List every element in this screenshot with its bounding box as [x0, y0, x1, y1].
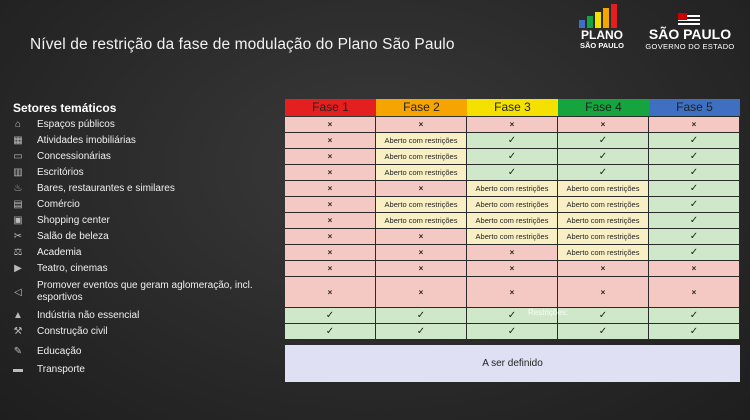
megaphone-icon: ◁ — [14, 287, 22, 298]
closed-cell — [285, 149, 376, 165]
sector-name: Teatro, cinemas — [37, 263, 108, 274]
restricted-cell: Aberto com restrições — [467, 229, 558, 245]
sector-name: Academia — [37, 247, 82, 258]
sp-logo-sub: GOVERNO DO ESTADO — [645, 42, 735, 51]
real-estate-icon: ▦ — [13, 135, 23, 146]
restricted-cell: Aberto com restrições — [467, 213, 558, 229]
closed-cell — [649, 117, 740, 133]
table-row — [285, 324, 740, 340]
check-icon: ✓ — [416, 310, 426, 321]
gym-icon: ⚖ — [13, 247, 23, 258]
overlay-text: Restrições: — [528, 308, 569, 317]
check-icon: ✓ — [598, 135, 608, 146]
open-cell — [558, 324, 649, 340]
cross-icon: × — [327, 120, 333, 129]
closed-cell — [285, 261, 376, 277]
closed-cell — [285, 117, 376, 133]
open-cell — [376, 324, 467, 340]
phase-header-4: Fase 4 — [558, 99, 649, 116]
closed-cell — [285, 245, 376, 261]
table-row — [285, 133, 740, 149]
cross-icon: × — [418, 232, 424, 241]
check-icon: ✓ — [507, 326, 517, 337]
cross-icon: × — [418, 120, 424, 129]
sp-flag-icon — [678, 13, 700, 26]
cross-icon: × — [691, 288, 697, 297]
public-space-icon: ⌂ — [14, 119, 22, 130]
office-icon: ▥ — [13, 167, 23, 178]
construction-icon: ⚒ — [13, 326, 23, 337]
cross-icon: × — [327, 216, 333, 225]
check-icon: ✓ — [598, 167, 608, 178]
closed-cell — [467, 117, 558, 133]
open-cell — [558, 165, 649, 181]
sector-name: Transporte — [37, 364, 85, 375]
cross-icon: × — [418, 288, 424, 297]
open-cell — [558, 133, 649, 149]
check-icon: ✓ — [598, 310, 608, 321]
cross-icon: × — [327, 200, 333, 209]
check-icon: ✓ — [689, 135, 699, 146]
open-cell — [649, 245, 740, 261]
phase-header-1: Fase 1 — [285, 99, 376, 116]
sector-name: Bares, restaurantes e similares — [37, 183, 175, 194]
cross-icon: × — [418, 184, 424, 193]
beauty-icon: ✂ — [13, 231, 23, 242]
restricted-cell: Aberto com restrições — [467, 197, 558, 213]
cross-icon: × — [327, 288, 333, 297]
table-row — [285, 229, 740, 245]
check-icon: ✓ — [689, 310, 699, 321]
closed-cell — [558, 117, 649, 133]
check-icon: ✓ — [689, 215, 699, 226]
sector-name: Salão de beleza — [37, 231, 109, 242]
check-icon: ✓ — [416, 326, 426, 337]
phase-header-3: Fase 3 — [467, 99, 558, 116]
check-icon: ✓ — [598, 151, 608, 162]
table-row — [285, 261, 740, 277]
commerce-icon: ▤ — [13, 199, 23, 210]
education-icon: ✎ — [13, 346, 23, 357]
closed-cell — [558, 277, 649, 308]
closed-cell — [376, 229, 467, 245]
cross-icon: × — [691, 264, 697, 273]
closed-cell — [649, 277, 740, 308]
restaurant-icon: ♨ — [13, 183, 23, 194]
restricted-cell: Aberto com restrições — [558, 213, 649, 229]
plano-logo-line2: SÃO PAULO — [579, 41, 625, 50]
open-cell — [649, 324, 740, 340]
open-cell — [285, 308, 376, 324]
table-row — [285, 245, 740, 261]
restricted-cell: Aberto com restrições — [376, 165, 467, 181]
restricted-cell: Aberto com restrições — [558, 229, 649, 245]
closed-cell — [376, 261, 467, 277]
cross-icon: × — [600, 264, 606, 273]
open-cell — [558, 308, 649, 324]
closed-cell — [376, 277, 467, 308]
open-cell — [649, 181, 740, 197]
restricted-cell: Aberto com restrições — [376, 197, 467, 213]
cross-icon: × — [509, 264, 515, 273]
sector-name: Construção civil — [37, 326, 108, 337]
sector-name: Concessionárias — [37, 151, 111, 162]
check-icon: ✓ — [689, 326, 699, 337]
restricted-cell: Aberto com restrições — [558, 197, 649, 213]
closed-cell — [285, 181, 376, 197]
closed-cell — [285, 229, 376, 245]
sector-name: Comércio — [37, 199, 80, 210]
undefined-block: A ser definido — [285, 345, 740, 382]
industry-icon: ▲ — [13, 310, 23, 321]
open-cell — [649, 197, 740, 213]
open-cell — [558, 149, 649, 165]
sector-name: Shopping center — [37, 215, 110, 226]
cross-icon: × — [418, 264, 424, 273]
open-cell — [467, 149, 558, 165]
table-row — [285, 308, 740, 324]
check-icon: ✓ — [507, 310, 517, 321]
sector-name: Atividades imobiliárias — [37, 135, 136, 146]
table-row — [285, 277, 740, 308]
cross-icon: × — [327, 264, 333, 273]
table-row — [285, 165, 740, 181]
cross-icon: × — [600, 120, 606, 129]
cross-icon: × — [509, 120, 515, 129]
check-icon: ✓ — [325, 310, 335, 321]
closed-cell — [376, 117, 467, 133]
page-title: Nível de restrição da fase de modulação do Plano São Paulo — [30, 36, 455, 53]
closed-cell — [376, 245, 467, 261]
shopping-icon: ▣ — [13, 215, 23, 226]
sectors-header: Setores temáticos — [13, 101, 117, 115]
check-icon: ✓ — [689, 199, 699, 210]
cross-icon: × — [327, 248, 333, 257]
plano-sp-logo — [575, 4, 629, 52]
open-cell — [467, 133, 558, 149]
restricted-cell: Aberto com restrições — [558, 181, 649, 197]
closed-cell — [467, 277, 558, 308]
restricted-cell: Aberto com restrições — [376, 133, 467, 149]
open-cell — [376, 308, 467, 324]
cross-icon: × — [327, 136, 333, 145]
table-row — [285, 181, 740, 197]
check-icon: ✓ — [507, 151, 517, 162]
sector-name: Escritórios — [37, 167, 84, 178]
cross-icon: × — [327, 184, 333, 193]
cross-icon: × — [327, 232, 333, 241]
closed-cell — [376, 181, 467, 197]
open-cell — [285, 324, 376, 340]
restricted-cell: Aberto com restrições — [558, 245, 649, 261]
open-cell — [649, 149, 740, 165]
open-cell — [649, 165, 740, 181]
closed-cell — [285, 133, 376, 149]
car-icon: ▭ — [13, 151, 23, 162]
restricted-cell: Aberto com restrições — [467, 181, 558, 197]
theater-icon: ▶ — [14, 263, 22, 274]
open-cell — [649, 213, 740, 229]
check-icon: ✓ — [689, 183, 699, 194]
open-cell — [649, 133, 740, 149]
open-cell — [467, 165, 558, 181]
closed-cell — [467, 245, 558, 261]
closed-cell — [285, 197, 376, 213]
check-icon: ✓ — [507, 135, 517, 146]
check-icon: ✓ — [598, 326, 608, 337]
sp-logo-name: SÃO PAULO — [648, 26, 732, 42]
check-icon: ✓ — [689, 231, 699, 242]
sp-government-logo — [640, 14, 740, 54]
open-cell — [649, 308, 740, 324]
open-cell — [467, 324, 558, 340]
closed-cell — [467, 261, 558, 277]
phase-header-2: Fase 2 — [376, 99, 467, 116]
check-icon: ✓ — [689, 151, 699, 162]
sector-name: Indústria não essencial — [37, 310, 140, 321]
table-row — [285, 197, 740, 213]
plano-logo-line1: PLANO — [581, 28, 623, 42]
closed-cell — [285, 165, 376, 181]
phase-header-5: Fase 5 — [649, 99, 740, 116]
table-row — [285, 117, 740, 133]
cross-icon: × — [327, 152, 333, 161]
check-icon: ✓ — [325, 326, 335, 337]
open-cell — [649, 229, 740, 245]
sector-name: Educação — [37, 346, 82, 357]
cross-icon: × — [327, 168, 333, 177]
transport-icon: ▬ — [13, 364, 23, 375]
cross-icon: × — [600, 288, 606, 297]
check-icon: ✓ — [689, 247, 699, 258]
sector-name: Promover eventos que geram aglomeração, incl. esportivos — [37, 280, 253, 303]
check-icon: ✓ — [689, 167, 699, 178]
cross-icon: × — [418, 248, 424, 257]
restricted-cell: Aberto com restrições — [376, 149, 467, 165]
restricted-cell: Aberto com restrições — [376, 213, 467, 229]
check-icon: ✓ — [507, 167, 517, 178]
table-row — [285, 149, 740, 165]
bar-chart-icon — [579, 4, 629, 28]
sector-name: Espaços públicos — [37, 119, 115, 130]
closed-cell — [285, 213, 376, 229]
closed-cell — [649, 261, 740, 277]
closed-cell — [558, 261, 649, 277]
cross-icon: × — [691, 120, 697, 129]
closed-cell — [285, 277, 376, 308]
table-row — [285, 213, 740, 229]
cross-icon: × — [509, 288, 515, 297]
cross-icon: × — [509, 248, 515, 257]
